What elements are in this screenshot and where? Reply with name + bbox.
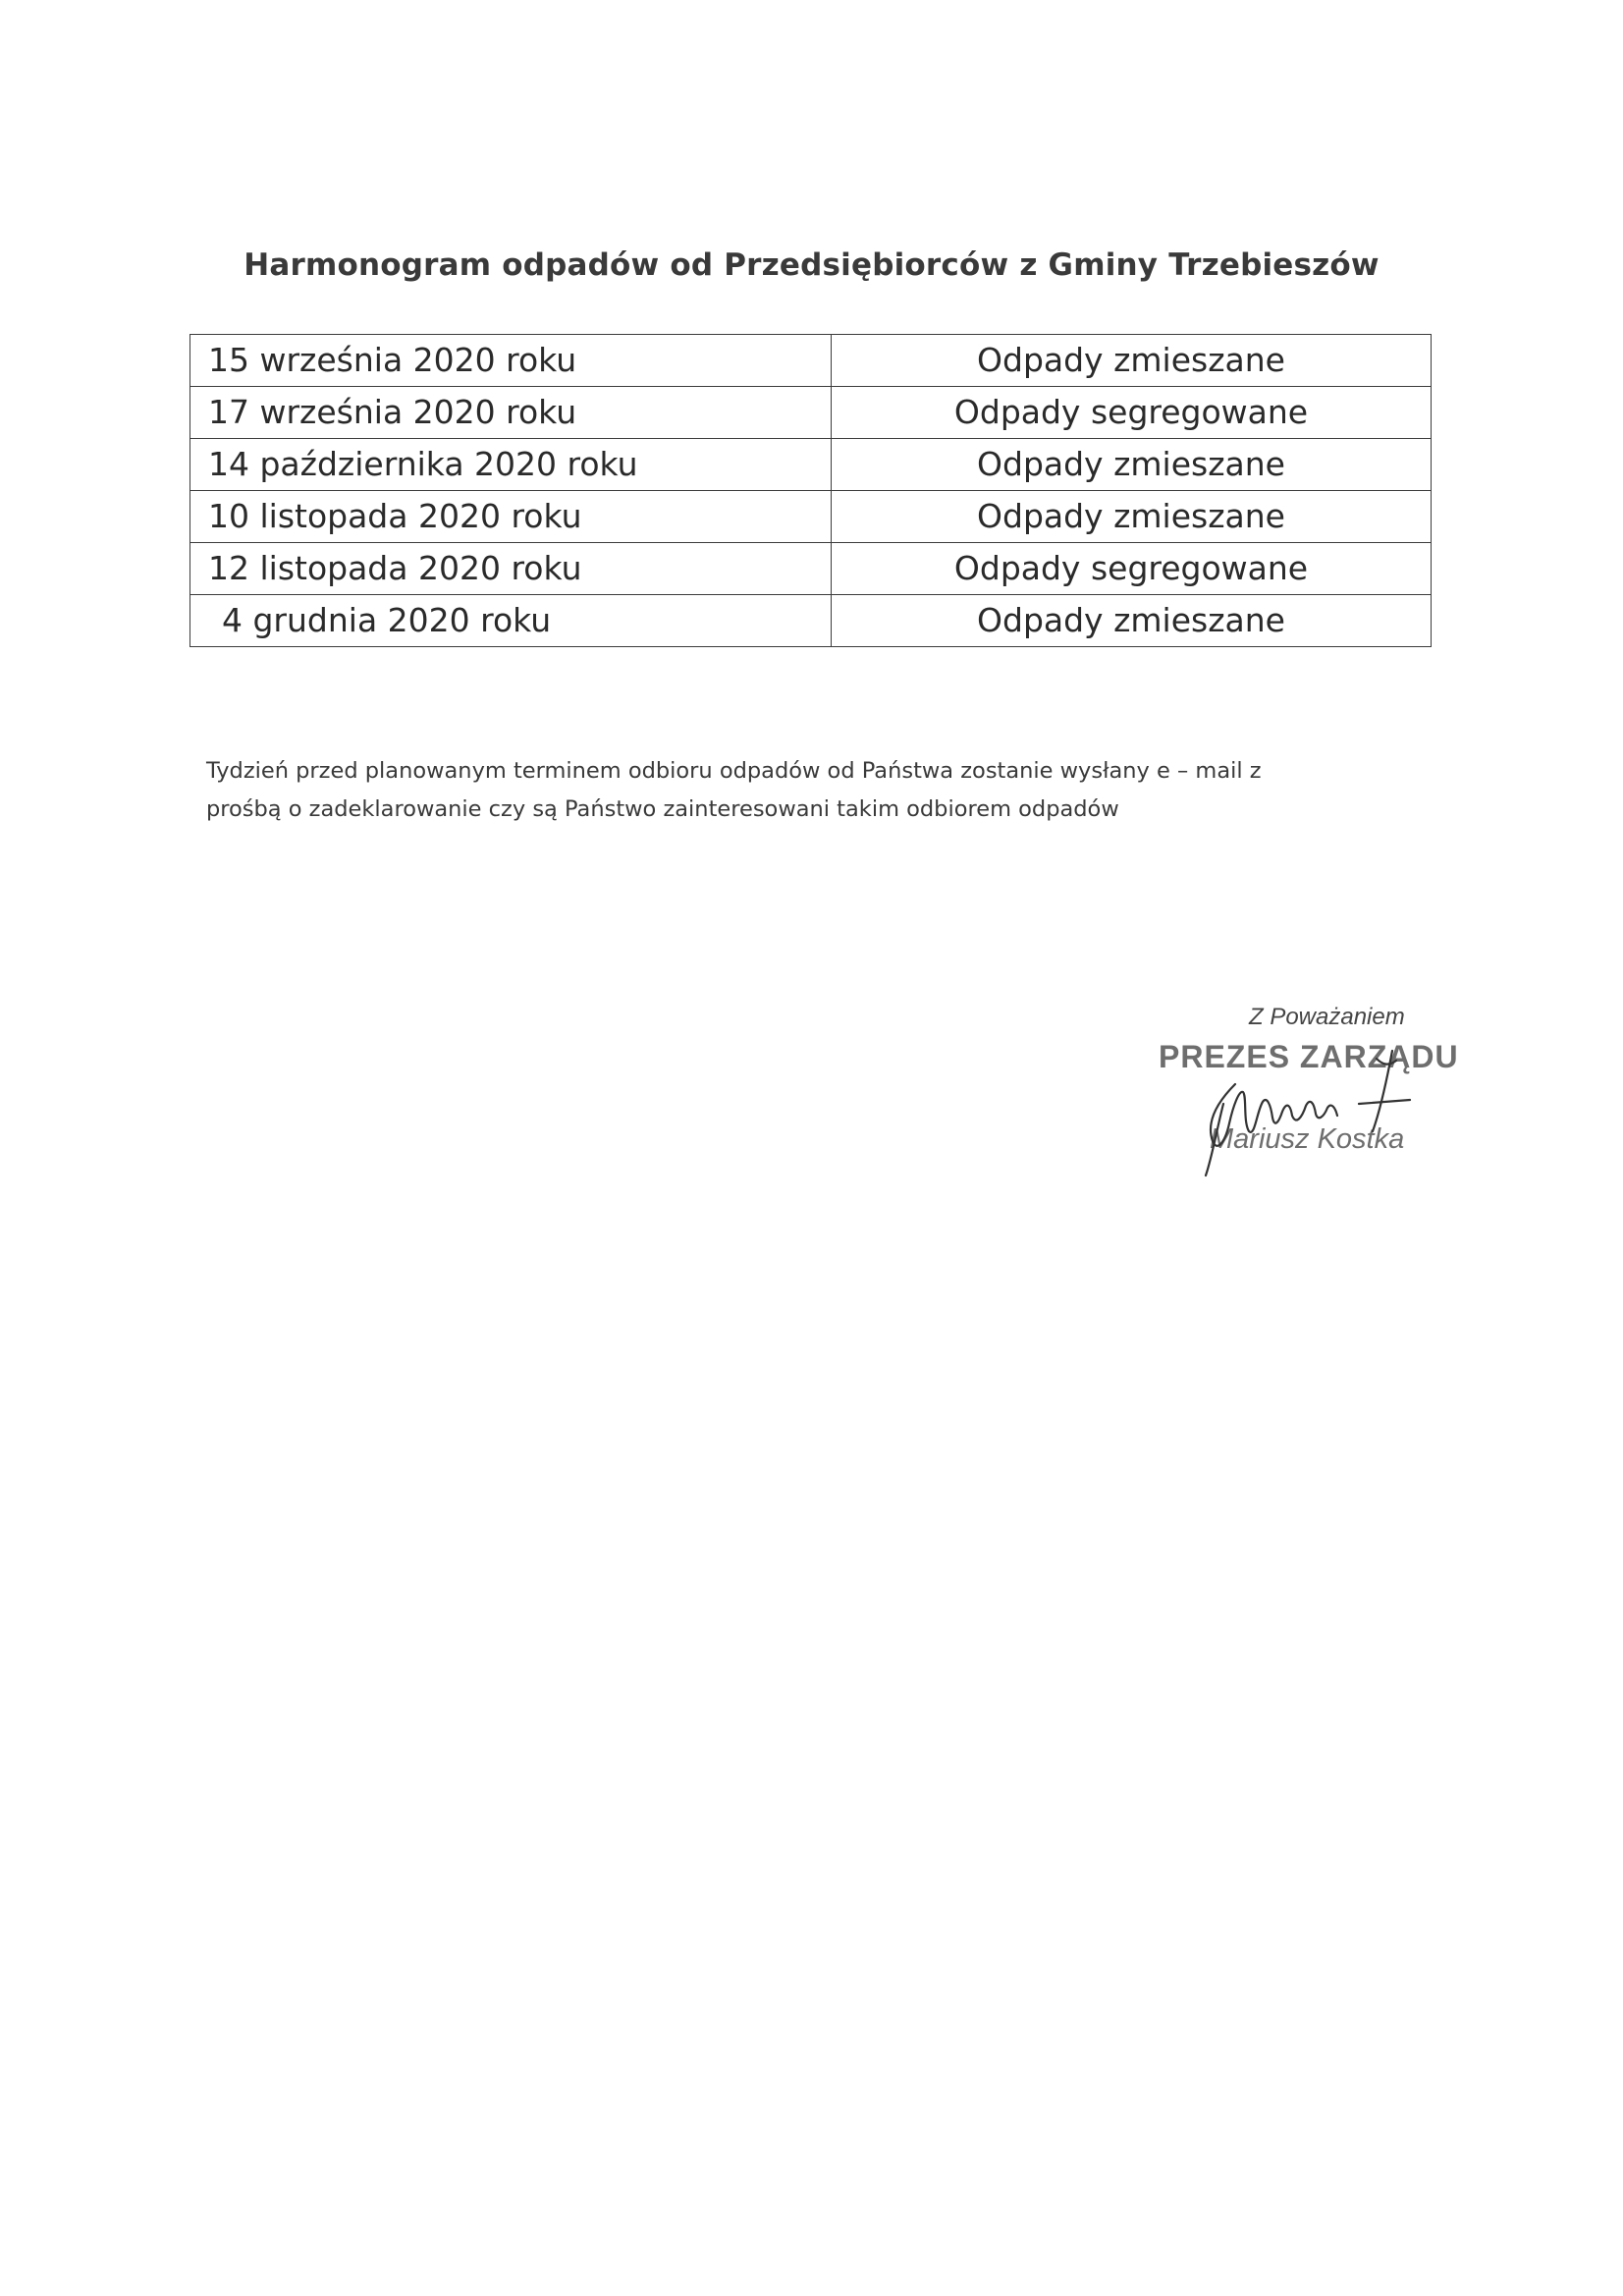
table-row (190, 439, 1432, 491)
pickup-date: 15 września 2020 roku (190, 335, 832, 387)
stamp-name: Mariusz Kostka (1210, 1123, 1405, 1155)
table-row (190, 335, 1432, 387)
waste-type: Odpady zmieszane (832, 335, 1432, 387)
pickup-date: 12 listopada 2020 roku (190, 543, 832, 595)
pickup-date: 17 września 2020 roku (190, 387, 832, 439)
signature-block (1119, 994, 1532, 1190)
table-row (190, 491, 1432, 543)
waste-type: Odpady zmieszane (832, 439, 1432, 491)
waste-type: Odpady zmieszane (832, 595, 1432, 647)
notice-line: prośbą o zadeklarowanie czy są Państwo zainteresowani takim odbiorem odpadów (206, 796, 1119, 822)
table-row (190, 387, 1432, 439)
notice-line: Tydzień przed planowanym terminem odbioru odpadów od Państwa zostanie wysłany e – mail z (206, 758, 1262, 784)
table-row (190, 595, 1432, 647)
notice-paragraph (206, 752, 1434, 829)
schedule-table (189, 334, 1432, 647)
pickup-date: 14 października 2020 roku (190, 439, 832, 491)
waste-type: Odpady segregowane (832, 387, 1432, 439)
closing-greeting: Z Poważaniem (1249, 1004, 1405, 1030)
page-title: Harmonogram odpadów od Przedsiębiorców z Gminy Trzebieszów (243, 247, 1380, 283)
waste-type: Odpady zmieszane (832, 491, 1432, 543)
waste-type: Odpady segregowane (832, 543, 1432, 595)
pickup-date: 10 listopada 2020 roku (190, 491, 832, 543)
stamp-title: PREZES ZARZĄDU (1159, 1039, 1459, 1074)
pickup-date: 4 grudnia 2020 roku (190, 595, 832, 647)
table-row (190, 543, 1432, 595)
